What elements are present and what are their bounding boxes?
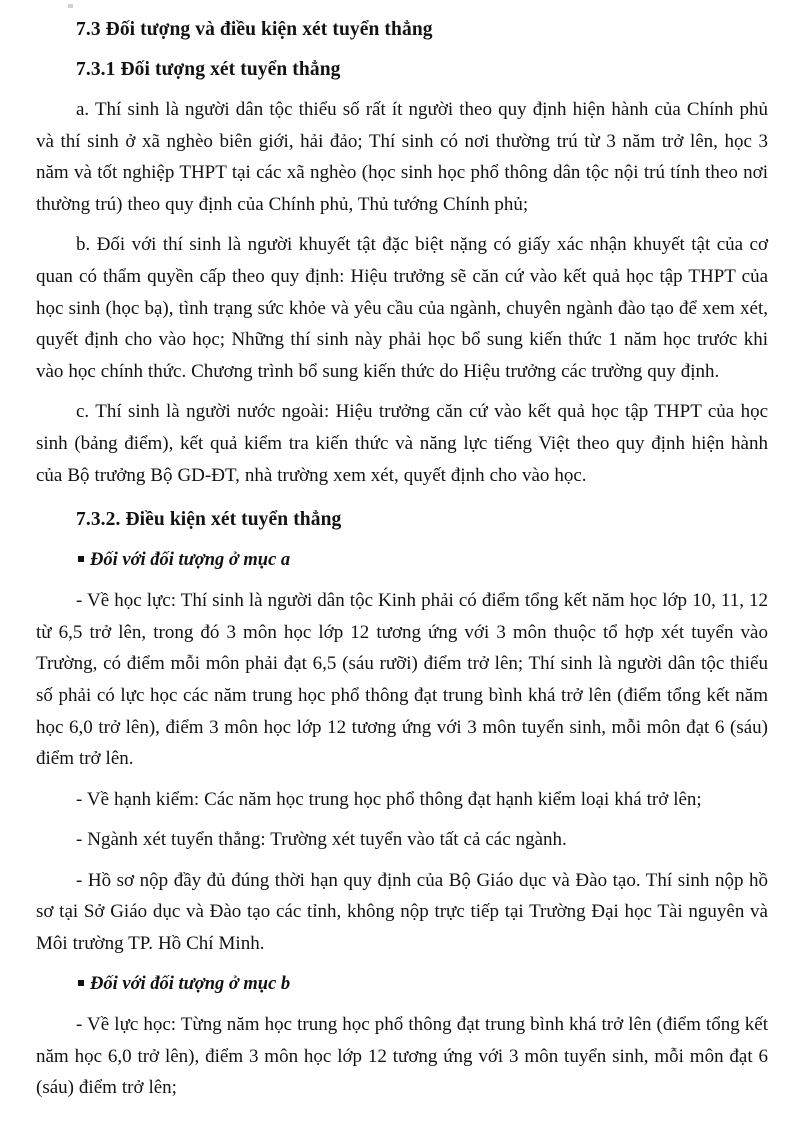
section-heading-7-3: 7.3 Đối tượng và điều kiện xét tuyển thẳng	[76, 19, 433, 40]
paragraph-b-luc-hoc: - Về lực học: Từng năm học trung học phổ thông đạt trung bình khá trở lên (điểm tổng kết năm học 6,0 trở lên), điểm 3 môn học lớp 12 tương ứng với 3 môn tuyển sinh, mỗi môn đạt 6 (sáu) điểm trở lên;	[36, 1014, 768, 1099]
bullet-item-muc-a-label: Đối với đối tượng ở mục a	[90, 549, 291, 570]
paragraph-a-nganh-xet-tuyen-thang: - Ngành xét tuyển thẳng: Trường xét tuyển vào tất cả các ngành.	[76, 829, 567, 851]
scan-artifact-speck	[68, 4, 73, 8]
section-heading-7-3-1: 7.3.1 Đối tượng xét tuyển thẳng	[76, 58, 341, 80]
paragraph-a-hoc-luc: - Về học lực: Thí sinh là người dân tộc Kinh phải có điểm tổng kết năm học lớp 10, 11, 12 từ 6,5 trở lên, trong đó 3 môn học lớp 12 tương ứng với 3 môn thuộc tổ hợp xét tuyển vào Trường, có điểm mỗi môn phải đạt 6,5 (sáu rưỡi) điểm trở lên; Thí sinh là người dân tộc thiểu số phải có lực học các năm trung học phổ thông đạt trung bình khá trở lên (điểm tổng kết năm học 6,0 trở lên), điểm 3 môn học lớp 12 tương ứng với 3 môn tuyển sinh, mỗi môn đạt 6 (sáu) điểm trở lên.	[36, 590, 768, 770]
document-body	[36, 14, 768, 1104]
bullet-item-muc-b-label: Đối với đối tượng ở mục b	[90, 973, 291, 994]
paragraph-a-ho-so: - Hồ sơ nộp đầy đủ đúng thời hạn quy định của Bộ Giáo dục và Đào tạo. Thí sinh nộp hồ sơ tại Sở Giáo dục và Đào tạo các tỉnh, không nộp trực tiếp tại Trường Đại học Tài nguyên và Môi trường TP. Hồ Chí Minh.	[36, 869, 768, 955]
square-bullet-icon	[78, 980, 84, 986]
paragraph-item-b: b. Đối với thí sinh là người khuyết tật đặc biệt nặng có giấy xác nhận khuyết tật của cơ quan có thẩm quyền cấp theo quy định: Hiệu trưởng sẽ căn cứ vào kết quả học tập THPT của học sinh (học bạ), tình trạng sức khỏe và yêu cầu của ngành, chuyên ngành đào tạo để xem xét, quyết định cho vào học; Những thí sinh này phải học bổ sung kiến thức 1 năm học trước khi vào học chính thức. Chương trình bổ sung kiến thức do Hiệu trưởng các trường quy định.	[36, 234, 768, 382]
paragraph-item-a: a. Thí sinh là người dân tộc thiểu số rất ít người theo quy định hiện hành của Chính phủ và thí sinh ở xã nghèo biên giới, hải đảo; Thí sinh có nơi thường trú từ 3 năm trở lên, học 3 năm và tốt nghiệp THPT tại các xã nghèo (học sinh học phổ thông dân tộc nội trú tính theo nơi thường trú) theo quy định của Chính phủ, Thủ tướng Chính phủ;	[36, 99, 768, 215]
bullet-item-muc-b	[36, 969, 768, 1001]
square-bullet-icon	[78, 556, 84, 562]
paragraph-a-hanh-kiem: - Về hạnh kiểm: Các năm học trung học phổ thông đạt hạnh kiểm loại khá trở lên;	[76, 788, 702, 810]
bullet-item-muc-a	[36, 545, 768, 577]
paragraph-item-c: c. Thí sinh là người nước ngoài: Hiệu trưởng căn cứ vào kết quả học tập THPT của học sinh (bảng điểm), kết quả kiểm tra kiến thức và năng lực tiếng Việt theo quy định hiện hành của Bộ trưởng Bộ GD-ĐT, nhà trường xem xét, quyết định cho vào học.	[36, 401, 768, 486]
section-heading-7-3-2: 7.3.2. Điều kiện xét tuyển thẳng	[76, 509, 342, 531]
